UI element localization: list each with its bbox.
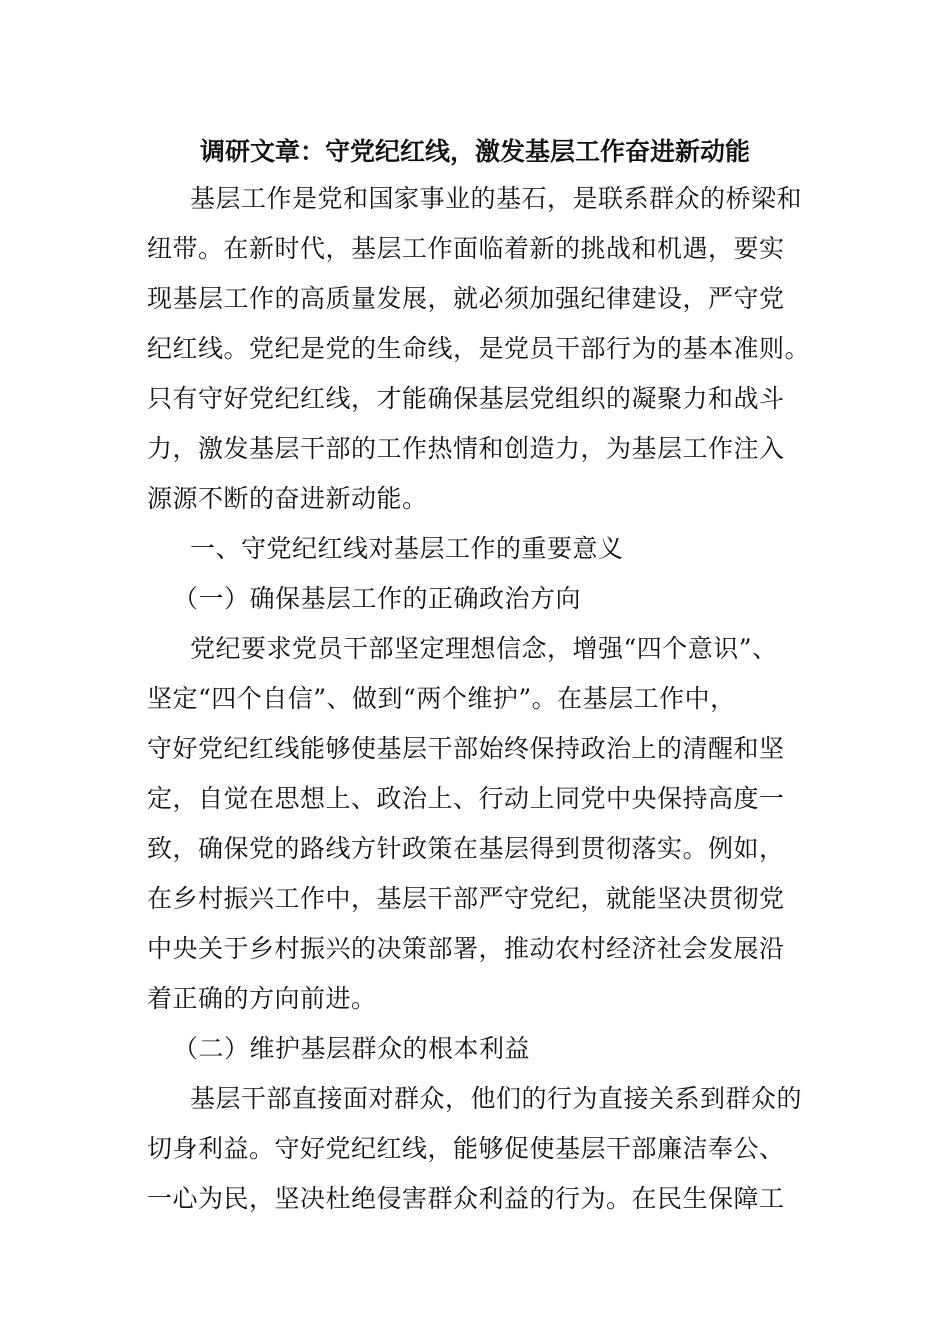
section-heading: 一、守党纪红线对基层工作的重要意义 (190, 534, 624, 563)
paragraph-line: 只有守好党纪红线，才能确保基层党组织的凝聚力和战斗 (147, 384, 785, 413)
paragraph-line: 切身利益。守好党纪红线，能够促使基层干部廉洁奉公、 (147, 1134, 785, 1163)
subsection-heading: （一）确保基层工作的正确政治方向 (173, 584, 582, 613)
paragraph-line: 定，自觉在思想上、政治上、行动上同党中央保持高度一 (147, 784, 785, 813)
paragraph-line: 坚定“四个自信”、做到“两个维护”。在基层工作中， (147, 684, 736, 713)
paragraph-line: 守好党纪红线能够使基层干部始终保持政治上的清醒和坚 (147, 734, 785, 763)
paragraph-line: 纽带。在新时代，基层工作面临着新的挑战和机遇，要实 (147, 234, 785, 263)
paragraph-line: 一心为民，坚决杜绝侵害群众利益的行为。在民生保障工 (147, 1184, 785, 1213)
paragraph-line: 致，确保党的路线方针政策在基层得到贯彻落实。例如， (147, 834, 785, 863)
paragraph-line: 纪红线。党纪是党的生命线，是党员干部行为的基本准则。 (147, 334, 811, 363)
paragraph-line: 着正确的方向前进。 (147, 984, 377, 1013)
paragraph-line: 源源不断的奋进新动能。 (147, 484, 428, 513)
paragraph-line: 力，激发基层干部的工作热情和创造力，为基层工作注入 (147, 434, 785, 463)
paragraph-line: 中央关于乡村振兴的决策部署，推动农村经济社会发展沿 (147, 934, 785, 963)
subsection-heading: （二）维护基层群众的根本利益 (173, 1034, 531, 1063)
paragraph-line: 在乡村振兴工作中，基层干部严守党纪，就能坚决贯彻党 (147, 884, 785, 913)
document-title: 调研文章：守党纪红线，激发基层工作奋进新动能 (199, 137, 750, 166)
paragraph-line: 现基层工作的高质量发展，就必须加强纪律建设，严守党 (147, 284, 785, 313)
paragraph-line: 基层干部直接面对群众，他们的行为直接关系到群众的 (190, 1084, 803, 1113)
paragraph-line: 基层工作是党和国家事业的基石，是联系群众的桥梁和 (190, 184, 803, 213)
paragraph-line: 党纪要求党员干部坚定理想信念，增强“四个意识”、 (190, 634, 778, 663)
